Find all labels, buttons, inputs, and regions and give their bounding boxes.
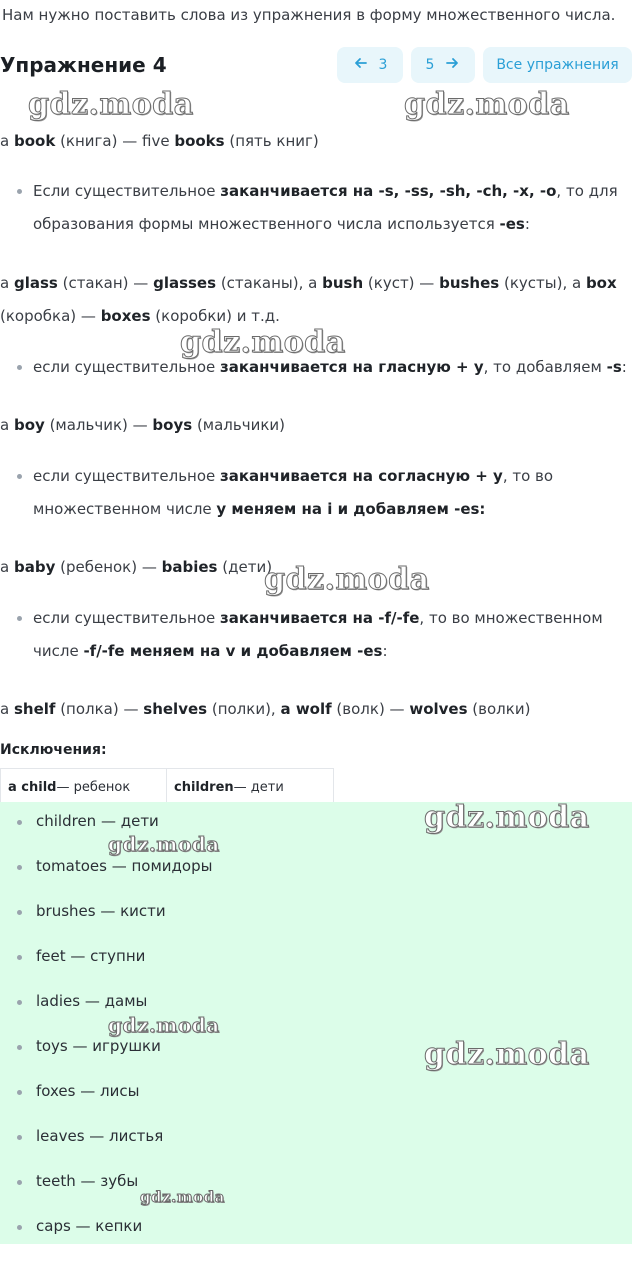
watermark: gdz.moda	[140, 1188, 225, 1206]
list-item: toys — игрушки	[36, 1037, 161, 1055]
table-cell: a child — ребенок	[1, 769, 167, 805]
prev-exercise-button[interactable]	[337, 47, 403, 83]
watermark: gdz.moda	[404, 87, 570, 122]
bullet-dot	[17, 1045, 22, 1050]
all-exercises-button[interactable]	[483, 47, 632, 83]
list-item: brushes — кисти	[36, 902, 166, 920]
example-boy: a boy (мальчик) — boys (мальчики)	[0, 416, 285, 434]
bullet-dot	[17, 820, 22, 825]
example-baby: a baby (ребенок) — babies (дети)	[0, 558, 273, 576]
watermark: gdz.moda	[108, 1013, 220, 1037]
bullet-dot	[17, 1135, 22, 1140]
arrow-left-icon	[353, 55, 369, 75]
list-item: teeth — зубы	[36, 1172, 139, 1190]
rule-consonant-y-line1: если существительное заканчивается на согласную + y, то во	[33, 467, 554, 485]
intro-text: Нам нужно поставить слова из упражнения в форму множественного числа.	[2, 6, 616, 24]
bullet-dot	[17, 365, 22, 370]
bullet-dot	[17, 616, 22, 621]
next-exercise-button[interactable]	[411, 47, 475, 83]
prev-exercise-label: 3	[378, 57, 388, 73]
watermark: gdz.moda	[264, 562, 430, 597]
watermark: gdz.moda	[424, 800, 590, 835]
example-glass-line1: a glass (стакан) — glasses (стаканы), а bush (куст) — bushes (кусты), а box	[0, 274, 617, 292]
watermark: gdz.moda	[180, 325, 346, 360]
bullet-dot	[17, 955, 22, 960]
next-exercise-label: 5	[425, 57, 435, 73]
list-item: caps — кепки	[36, 1217, 143, 1235]
list-item: foxes — лисы	[36, 1082, 140, 1100]
list-item: tomatoes — помидоры	[36, 857, 213, 875]
arrow-right-icon	[444, 55, 460, 75]
watermark: gdz.moda	[108, 832, 220, 856]
rule-es-line1: Если существительное заканчивается на -s, -ss, -sh, -ch, -x, -o, то для	[33, 182, 618, 200]
bullet-dot	[17, 1000, 22, 1005]
list-item: ladies — дамы	[36, 992, 148, 1010]
watermark: gdz.moda	[28, 87, 194, 122]
all-exercises-label: Все упражнения	[496, 57, 619, 73]
rule-f-fe-line2: числе -f/-fe меняем на v и добавляем -es:	[33, 642, 388, 660]
exceptions-table	[0, 768, 334, 806]
bullet-dot	[17, 474, 22, 479]
exceptions-heading: Исключения:	[0, 742, 107, 758]
table-cell: children — дети	[174, 779, 284, 795]
rule-consonant-y-line2: множественном числе y меняем на i и добавляем -es:	[33, 500, 486, 518]
example-book: a book (книга) — five books (пять книг)	[0, 132, 319, 150]
answer-block	[0, 802, 632, 1244]
bullet-dot	[17, 189, 22, 194]
list-item: feet — ступни	[36, 947, 146, 965]
example-shelf: a shelf (полка) — shelves (полки), a wolf (волк) — wolves (волки)	[0, 700, 531, 718]
rule-es-line2: образования формы множественного числа используется -es:	[33, 215, 530, 233]
bullet-dot	[17, 865, 22, 870]
rule-vowel-y: если существительное заканчивается на гласную + y, то добавляем -s:	[33, 358, 627, 376]
bullet-dot	[17, 910, 22, 915]
bullet-dot	[17, 1180, 22, 1185]
rule-f-fe-line1: если существительное заканчивается на -f/-fe, то во множественном	[33, 609, 603, 627]
bullet-dot	[17, 1090, 22, 1095]
watermark: gdz.moda	[424, 1037, 590, 1072]
bullet-dot	[17, 1225, 22, 1230]
list-item: leaves — листья	[36, 1127, 164, 1145]
example-glass-line2: (коробка) — boxes (коробки) и т.д.	[0, 307, 280, 325]
list-item: children — дети	[36, 812, 159, 830]
page-title: Упражнение 4	[0, 53, 167, 77]
